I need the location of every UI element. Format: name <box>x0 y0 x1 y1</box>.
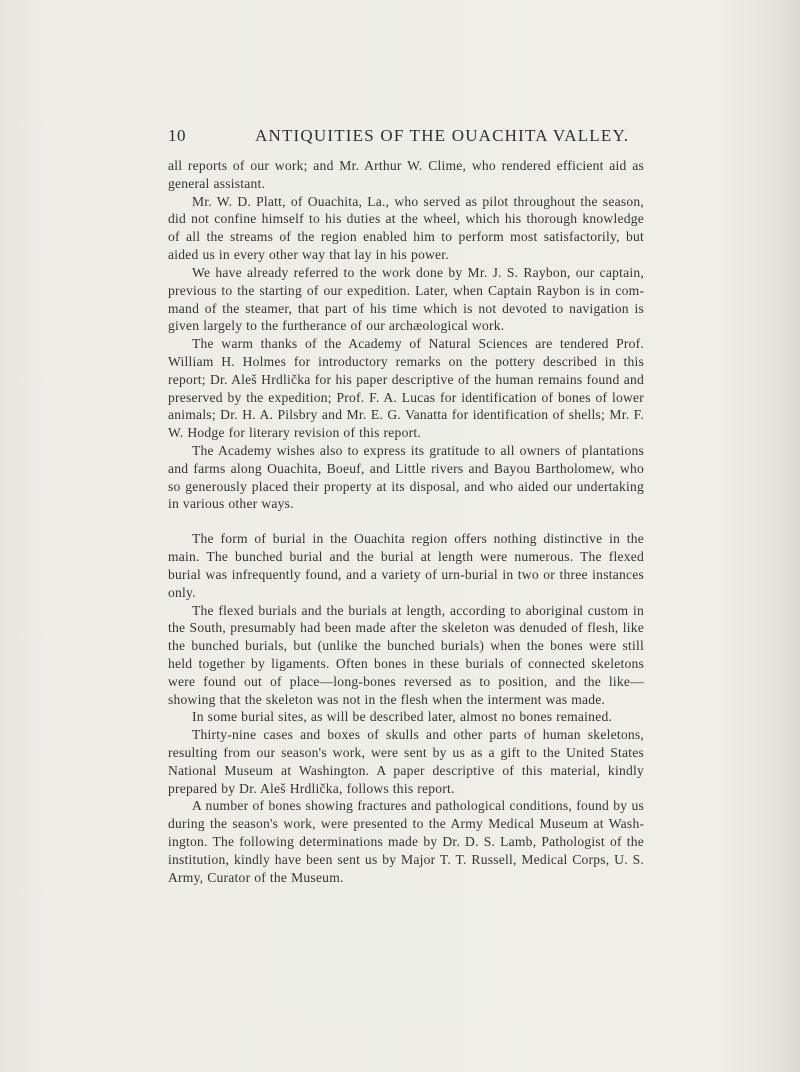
running-title: ANTIQUITIES OF THE OUACHITA VALLEY. <box>255 126 630 145</box>
paragraph: We have already referred to the work done by Mr. J. S. Raybon, our captain, previous to the starting of our expedition. Later, when Captain Raybon is in command of the steamer, that part of his time which is not devoted to navigation is given largely to the furtherance of our archæological work. <box>168 264 644 334</box>
paragraph: In some burial sites, as will be described later, almost no bones remained. <box>192 709 613 725</box>
paragraph: The form of burial in the Ouachita region offers nothing distinctive in the main. The bunched burial and the burial at length were numerous. The flexed burial was infrequently found, and a variety of urn-burial in two or three instances only. <box>168 531 644 600</box>
paragraph: A number of bones showing fractures and pathological conditions, found by us during the season's work, were presented to the Army Medical Museum at Washington. The following determinations made by Dr. D. S. Lamb, Pathologist of the institution, kindly have been sent us by Major T. T. Russell, Medical Corps, U. S. Army, Curator of the Museum. <box>168 798 644 885</box>
paragraph: all reports of our work; and Mr. Arthur W. Clime, who rendered efficient aid as general assistant. <box>168 158 644 191</box>
paragraph: Thirty-nine cases and boxes of skulls and other parts of human skeletons, resulting from our season's work, were sent by us as a gift to the United States National Museum at Washington. A paper descriptive of this material, kindly prepared by Dr. Aleš Hrdlička, follows this report. <box>168 727 644 796</box>
section-break <box>168 513 644 530</box>
running-head <box>168 126 644 150</box>
paragraph: The warm thanks of the Academy of Natural Sciences are tendered Prof. William H. Holmes for introductory remarks on the pottery described in this report; Dr. Aleš Hrdlička for his paper descriptive of the human remains found and preserved by the expedition; Prof. F. A. Lucas for identification of bones of lower animals; Dr. H. A. Pilsbry and Mr. E. G. Vanatta for identification of shells; Mr. F. W. Hodge for literary revision of this report. <box>168 336 644 441</box>
paragraph: The Academy wishes also to express its gratitude to all owners of plantations and farms along Ouachita, Boeuf, and Little rivers and Bayou Bartholomew, who so generously placed their property at its disposal, and who aided our undertaking in various other ways. <box>168 443 644 512</box>
body-text <box>168 157 644 887</box>
paragraph: Mr. W. D. Platt, of Ouachita, La., who served as pilot throughout the season, did not confine himself to his duties at the wheel, which his thorough knowledge of all the streams of the region enabled him to perform most satisfactorily, but aided us in every other way that lay in his power. <box>168 193 644 263</box>
paragraph: The flexed burials and the burials at length, according to aboriginal custom in the South, presumably had been made after the skeleton was denuded of flesh, like the bunched burials, but (unlike the bunched burials) when the bones were still held together by ligaments. Often bones in these burials of connected skeletons were found out of place—long-bones reversed as to position, and the like—showing that the skeleton was not in the flesh when the interment was made. <box>168 602 644 707</box>
page-number: 10 <box>168 126 186 145</box>
